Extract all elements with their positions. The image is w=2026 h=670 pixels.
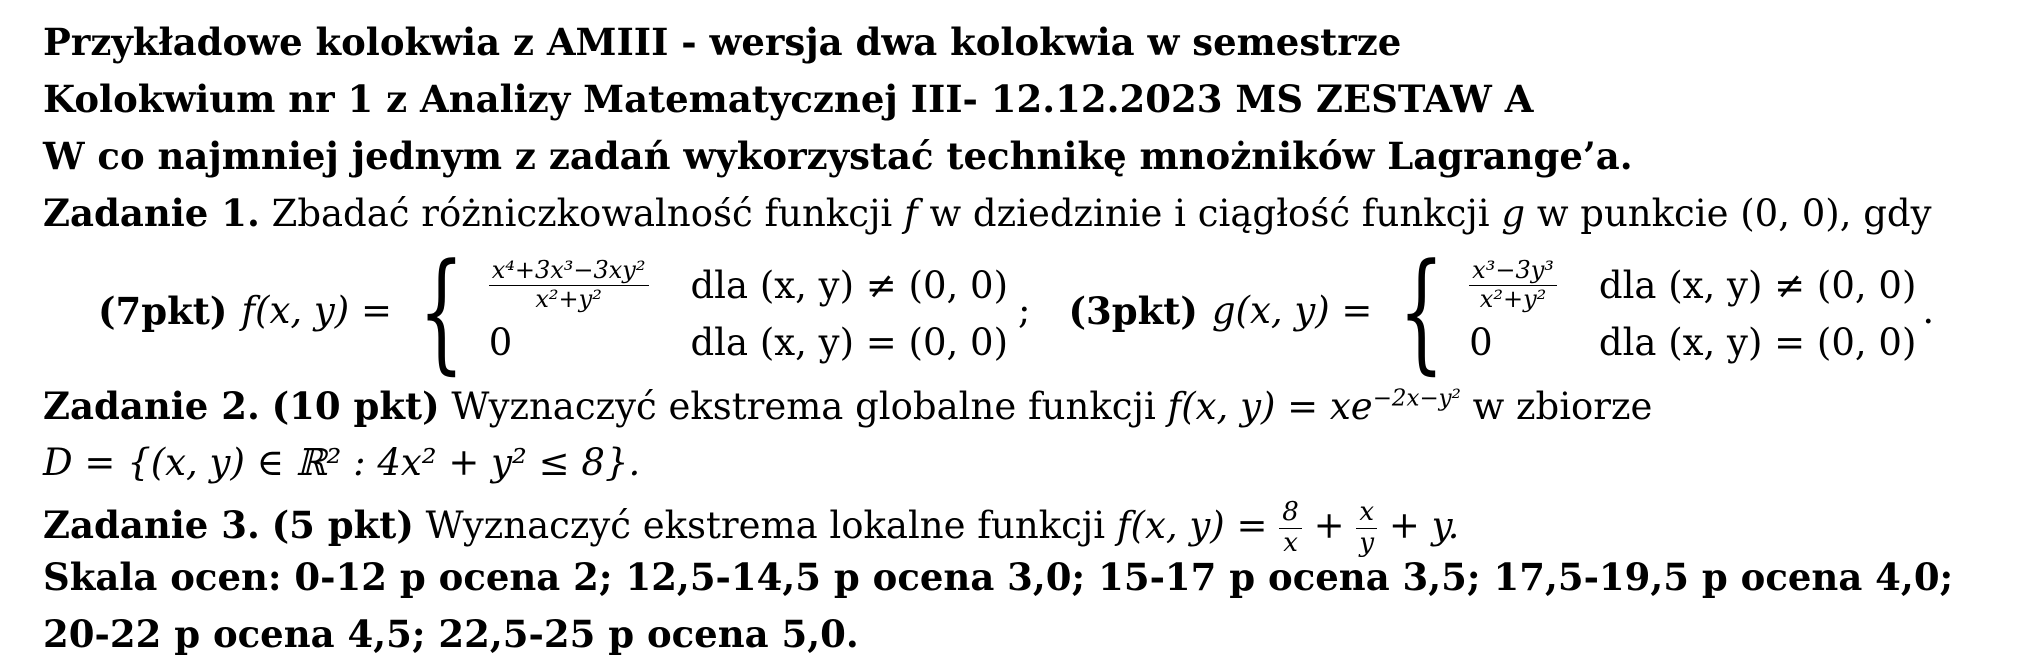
f-condition-1: dla (x, y) ≠ (0, 0) [690, 263, 1008, 307]
task3-lhs: f(x, y) = [1116, 503, 1268, 547]
task3-points: (5 pkt) [271, 502, 414, 547]
task2-exponent: −2x−y² [1372, 385, 1461, 412]
task1-text-b: w dziedzinie i ciągłość funkcji [917, 192, 1502, 235]
g-fraction [1469, 257, 1557, 313]
f-zero-value: 0 [488, 321, 513, 365]
task1-text-c: w punkcie (0, 0), gdy [1525, 192, 1932, 235]
g-condition-2: dla (x, y) = (0, 0) [1598, 321, 1917, 365]
task3-frac2-num: x [1356, 498, 1377, 529]
task3-frac1-den: x [1283, 527, 1298, 558]
task3-frac2-den: y [1359, 527, 1375, 558]
task1-separator: ; [1018, 289, 1031, 332]
f-brace: { [418, 234, 465, 387]
task2-text-b: w zbiorze [1460, 385, 1653, 428]
f-cases [489, 257, 1008, 364]
header-line-1: Przykładowe kolokwia z AMIII - wersja dwa kolokwia w semestrze [43, 20, 1402, 64]
task3-label: Zadanie 3. [43, 502, 260, 547]
f-numerator: x⁴+3x³−3xy² [489, 257, 649, 286]
task1-g-symbol: g [1501, 192, 1526, 235]
task1-f-lhs: f(x, y) = [241, 289, 392, 332]
task3-frac1-num: 8 [1279, 498, 1302, 529]
f-condition-2: dla (x, y) = (0, 0) [690, 321, 1008, 365]
g-numerator: x³−3y³ [1469, 257, 1557, 286]
task1-f-symbol: f [904, 192, 918, 235]
g-cases [1469, 257, 1916, 364]
g-brace: { [1399, 234, 1445, 387]
g-denominator: x²+y² [1479, 284, 1547, 313]
task2-points: (10 pkt) [271, 384, 440, 428]
task1-label: Zadanie 1. [43, 191, 260, 235]
grading-scale-line-2: 20-22 p ocena 4,5; 22,5-25 p ocena 5,0. [43, 612, 859, 656]
task3-statement [43, 498, 1459, 559]
grading-scale-line-1: Skala ocen: 0-12 p ocena 2; 12,5-14,5 p ocena 3,0; 15-17 p ocena 3,5; 17,5-19,5 p ocena 4,0; [43, 555, 1954, 599]
f-fraction [489, 257, 649, 313]
task1-statement [43, 191, 1932, 236]
g-zero-value: 0 [1469, 321, 1493, 365]
task3-fraction-2 [1356, 498, 1377, 559]
task2-text-a: Wyznaczyć ekstrema globalne funkcji [439, 385, 1168, 428]
task1-piecewise-display [98, 234, 1935, 387]
header-line-2: Kolokwium nr 1 z Analizy Matematycznej III- 12.12.2023 MS ZESTAW A [43, 77, 1534, 121]
task3-text-a: Wyznaczyć ekstrema lokalne funkcji [413, 503, 1117, 547]
task2-statement [43, 384, 1652, 429]
task2-set-definition: D = {(x, y) ∈ ℝ² : 4x² + y² ≤ 8}. [43, 441, 641, 484]
task1-g-points: (3pkt) [1068, 288, 1198, 333]
task1-f-points: (7pkt) [98, 288, 228, 333]
task2-formula: f(x, y) = xe [1167, 385, 1373, 428]
task1-g-lhs: g(x, y) = [1211, 289, 1373, 332]
task1-end-period: . [1922, 289, 1935, 332]
f-denominator: x²+y² [535, 284, 602, 313]
task1-text-a: Zbadać różniczkowalność funkcji [259, 192, 905, 235]
header-line-3: W co najmniej jednym z zadań wykorzystać technikę mnożników Lagrange’a. [43, 134, 1633, 178]
task3-tail: + y. [1388, 503, 1460, 547]
task3-plus: + [1313, 503, 1345, 547]
task3-fraction-1 [1279, 498, 1302, 559]
g-condition-1: dla (x, y) ≠ (0, 0) [1598, 263, 1917, 307]
task2-label: Zadanie 2. [43, 384, 260, 428]
